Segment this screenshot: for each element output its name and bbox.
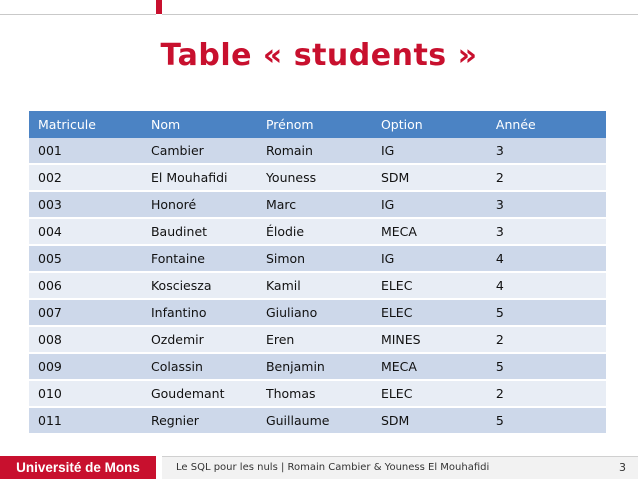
footer	[0, 456, 638, 479]
cell-annee: 3	[487, 191, 606, 218]
column-header-option: Option	[372, 111, 487, 138]
cell-prenom: Kamil	[257, 272, 372, 299]
cell-annee: 2	[487, 326, 606, 353]
cell-prenom: Youness	[257, 164, 372, 191]
cell-matricule: 004	[29, 218, 142, 245]
table-row	[29, 353, 606, 380]
cell-annee: 5	[487, 407, 606, 434]
table-row	[29, 272, 606, 299]
cell-nom: Kosciesza	[142, 272, 257, 299]
cell-prenom: Benjamin	[257, 353, 372, 380]
cell-matricule: 009	[29, 353, 142, 380]
table-row	[29, 326, 606, 353]
cell-annee: 4	[487, 245, 606, 272]
cell-annee: 2	[487, 164, 606, 191]
table-header-row	[29, 111, 606, 138]
page-number: 3	[619, 461, 626, 474]
cell-prenom: Eren	[257, 326, 372, 353]
cell-nom: Honoré	[142, 191, 257, 218]
cell-matricule: 007	[29, 299, 142, 326]
table-row	[29, 218, 606, 245]
cell-prenom: Giuliano	[257, 299, 372, 326]
cell-annee: 3	[487, 138, 606, 164]
cell-annee: 3	[487, 218, 606, 245]
cell-option: ELEC	[372, 272, 487, 299]
table-body	[29, 138, 606, 434]
column-header-prenom: Prénom	[257, 111, 372, 138]
cell-matricule: 002	[29, 164, 142, 191]
top-bar-left-segment	[0, 0, 156, 15]
slide-title: Table « students »	[160, 38, 478, 73]
cell-prenom: Simon	[257, 245, 372, 272]
cell-matricule: 003	[29, 191, 142, 218]
cell-option: MECA	[372, 218, 487, 245]
cell-prenom: Marc	[257, 191, 372, 218]
cell-option: IG	[372, 245, 487, 272]
cell-nom: Baudinet	[142, 218, 257, 245]
table-row	[29, 245, 606, 272]
students-table	[29, 111, 606, 435]
column-header-nom: Nom	[142, 111, 257, 138]
cell-nom: Regnier	[142, 407, 257, 434]
cell-option: MINES	[372, 326, 487, 353]
table-row	[29, 380, 606, 407]
column-header-annee: Année	[487, 111, 606, 138]
cell-prenom: Romain	[257, 138, 372, 164]
top-decoration-bar	[0, 0, 638, 14]
cell-matricule: 011	[29, 407, 142, 434]
cell-prenom: Élodie	[257, 218, 372, 245]
cell-nom: Colassin	[142, 353, 257, 380]
cell-option: ELEC	[372, 299, 487, 326]
cell-option: IG	[372, 191, 487, 218]
cell-annee: 2	[487, 380, 606, 407]
cell-nom: Infantino	[142, 299, 257, 326]
top-bar-right-segment	[162, 0, 638, 15]
cell-nom: El Mouhafidi	[142, 164, 257, 191]
cell-matricule: 006	[29, 272, 142, 299]
institution-label: Université de Mons	[0, 456, 156, 479]
cell-option: MECA	[372, 353, 487, 380]
table-row	[29, 191, 606, 218]
footer-text: Le SQL pour les nuls | Romain Cambier & Youness El Mouhafidi	[176, 462, 490, 473]
table-row	[29, 164, 606, 191]
table-row	[29, 138, 606, 164]
cell-nom: Cambier	[142, 138, 257, 164]
cell-matricule: 001	[29, 138, 142, 164]
table-row	[29, 299, 606, 326]
cell-matricule: 010	[29, 380, 142, 407]
cell-prenom: Thomas	[257, 380, 372, 407]
cell-annee: 5	[487, 353, 606, 380]
cell-option: SDM	[372, 407, 487, 434]
column-header-matricule: Matricule	[29, 111, 142, 138]
cell-option: SDM	[372, 164, 487, 191]
cell-nom: Fontaine	[142, 245, 257, 272]
cell-matricule: 005	[29, 245, 142, 272]
cell-annee: 4	[487, 272, 606, 299]
table-row	[29, 407, 606, 434]
cell-nom: Ozdemir	[142, 326, 257, 353]
footer-bar	[162, 456, 638, 479]
cell-annee: 5	[487, 299, 606, 326]
cell-matricule: 008	[29, 326, 142, 353]
cell-prenom: Guillaume	[257, 407, 372, 434]
cell-option: IG	[372, 138, 487, 164]
cell-nom: Goudemant	[142, 380, 257, 407]
cell-option: ELEC	[372, 380, 487, 407]
